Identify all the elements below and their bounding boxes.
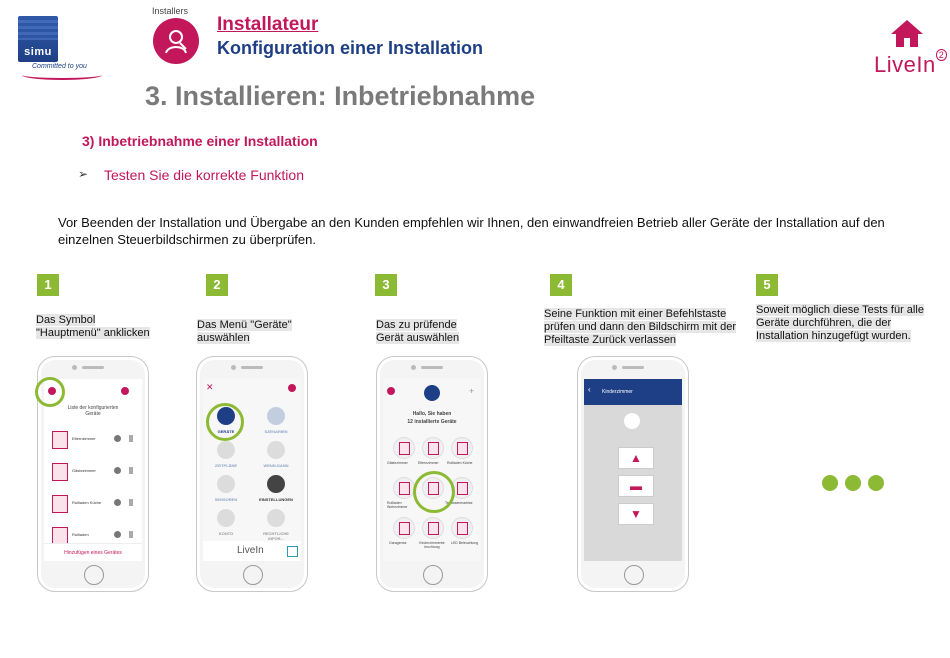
tile-label: Terrassenmarkise — [445, 501, 473, 505]
page-title: 3. Installieren: Inbetriebnahme — [145, 81, 536, 111]
account-icon[interactable] — [217, 509, 235, 527]
device-tile[interactable] — [393, 517, 415, 539]
highlight-ring — [35, 377, 65, 407]
add-icon[interactable]: + — [469, 386, 475, 396]
main-menu-icon[interactable] — [387, 387, 395, 395]
device-header — [584, 379, 682, 405]
device-tile[interactable] — [393, 477, 415, 499]
menu-devices[interactable]: GERÄTE — [217, 429, 235, 434]
phone-4-screen — [584, 379, 682, 561]
list-item[interactable]: Rollladen Küche — [50, 493, 136, 513]
device-title: Kinderzimmer — [602, 389, 633, 395]
step-caption-4: Seine Funktion mit einer Befehlstaste prüfen und dann den Bildschirm mit der Pfeiltaste Zurück verlassen — [544, 308, 736, 346]
stop-button[interactable]: ▬ — [618, 475, 654, 497]
tile-label: Rollladen Küche — [447, 461, 473, 465]
phone-3-screen — [383, 379, 481, 561]
list-title: Liste der konfigurierten Geräte — [67, 405, 119, 417]
bullet-text: Testen Sie die korrekte Funktion — [104, 167, 304, 183]
section-title: 3) Inbetriebnahme einer Installation — [82, 133, 318, 149]
step-caption-3: Das zu prüfende Gerät auswählen — [376, 319, 460, 344]
add-device-bar[interactable] — [44, 543, 142, 561]
scenarios-icon[interactable] — [267, 407, 285, 425]
house-icon[interactable] — [287, 546, 298, 557]
step-number-1: 1 — [37, 274, 59, 296]
simu-logo-text: simu — [24, 46, 52, 58]
sensors-icon[interactable] — [217, 475, 235, 493]
phone-1-screen — [44, 379, 142, 561]
footer-livein-logo: LiveIn — [237, 545, 264, 556]
menu-scenarios[interactable]: SZENARIEN — [264, 429, 288, 434]
phone-step-3 — [376, 356, 488, 592]
brand-tagline: Committed to you — [32, 63, 87, 70]
menu-schedules[interactable]: ZEITPLÄNE — [214, 463, 238, 468]
tile-label: Kinderzimmerbe leuchtung — [419, 541, 445, 549]
menu-if-then[interactable]: WENN-DANN — [263, 463, 289, 468]
home-center-icon — [424, 385, 440, 401]
home-button — [624, 565, 644, 585]
device-count-text: 12 installierte Geräte — [407, 419, 457, 425]
phone-step-4 — [577, 356, 689, 592]
user-icon[interactable] — [288, 384, 296, 392]
step-caption-1: Das Symbol "Hauptmenü" anklicken — [36, 314, 150, 339]
tile-label: Gästezimmer — [387, 461, 408, 465]
home-button — [423, 565, 443, 585]
livein-logo: LiveIn $^2$ — [874, 52, 947, 78]
settings-icon[interactable] — [267, 475, 285, 493]
step-number-4: 4 — [550, 274, 572, 296]
down-button[interactable]: ▼ — [618, 503, 654, 525]
step-number-5: 5 — [756, 274, 778, 296]
device-icon — [624, 413, 640, 429]
tile-label: LED Beleuchtung — [451, 541, 479, 545]
bullet-arrow-icon: ➢ — [78, 167, 89, 181]
tile-label: Elternzimmer — [418, 461, 439, 465]
brand-swoosh — [22, 70, 102, 80]
tile-label: Garagentor — [389, 541, 407, 545]
header-subtitle: Konfiguration einer Installation — [217, 38, 484, 58]
menu-legal[interactable]: RECHTLICHE INFOR... — [263, 531, 289, 541]
tile-label: Rollladen Wohnzimmer — [387, 501, 408, 509]
add-device-button[interactable]: Hinzufügen eines Gerätes — [64, 550, 122, 556]
highlight-ring — [413, 471, 455, 513]
home-button — [84, 565, 104, 585]
device-tile[interactable] — [393, 437, 415, 459]
more-dots — [822, 475, 891, 496]
step-caption-5: Soweit möglich diese Tests für alle Geräte durchführen, die der Installation hinzugefügt wurden. — [756, 304, 924, 342]
list-item[interactable]: Gästezimmer — [50, 461, 136, 481]
phone-step-2 — [196, 356, 308, 592]
if-then-icon[interactable] — [267, 441, 285, 459]
greeting-text: Hallo, Sie haben — [412, 411, 452, 417]
footer-bar — [203, 541, 301, 561]
device-tile[interactable] — [451, 437, 473, 459]
step-caption-2: Das Menü "Geräte" auswählen — [197, 319, 292, 344]
list-item[interactable]: Rollladen — [50, 525, 136, 545]
simu-logo — [18, 16, 58, 62]
list-item[interactable]: Elternzimmer — [50, 429, 136, 449]
step-number-2: 2 — [206, 274, 228, 296]
legal-info-icon[interactable] — [267, 509, 285, 527]
device-tile[interactable] — [451, 517, 473, 539]
up-button[interactable]: ▲ — [618, 447, 654, 469]
intro-paragraph: Vor Beenden der Installation und Übergabe an den Kunden empfehlen wir Ihnen, den einwandfreien Betrieb aller Geräte der Installation auf den einzelnen Steuerbildschirmen zu überprüfen. — [58, 215, 885, 247]
installer-badge-icon — [153, 18, 199, 64]
home-icon[interactable] — [889, 18, 925, 53]
schedules-icon[interactable] — [217, 441, 235, 459]
phone-step-1 — [37, 356, 149, 592]
user-icon[interactable] — [121, 387, 129, 395]
device-tile[interactable] — [422, 517, 444, 539]
home-button — [243, 565, 263, 585]
back-arrow-icon[interactable]: ‹ — [588, 385, 591, 394]
menu-settings[interactable]: EINSTELLUNGEN — [259, 497, 293, 502]
step-number-3: 3 — [375, 274, 397, 296]
highlight-ring — [206, 403, 244, 441]
menu-sensors[interactable]: SENSOREN — [214, 497, 238, 502]
menu-account[interactable]: KONTO — [218, 531, 234, 536]
close-icon[interactable]: ✕ — [206, 382, 214, 392]
header-title: Installateur — [217, 14, 319, 35]
device-tile[interactable] — [422, 437, 444, 459]
installers-label: Installers — [152, 6, 189, 16]
